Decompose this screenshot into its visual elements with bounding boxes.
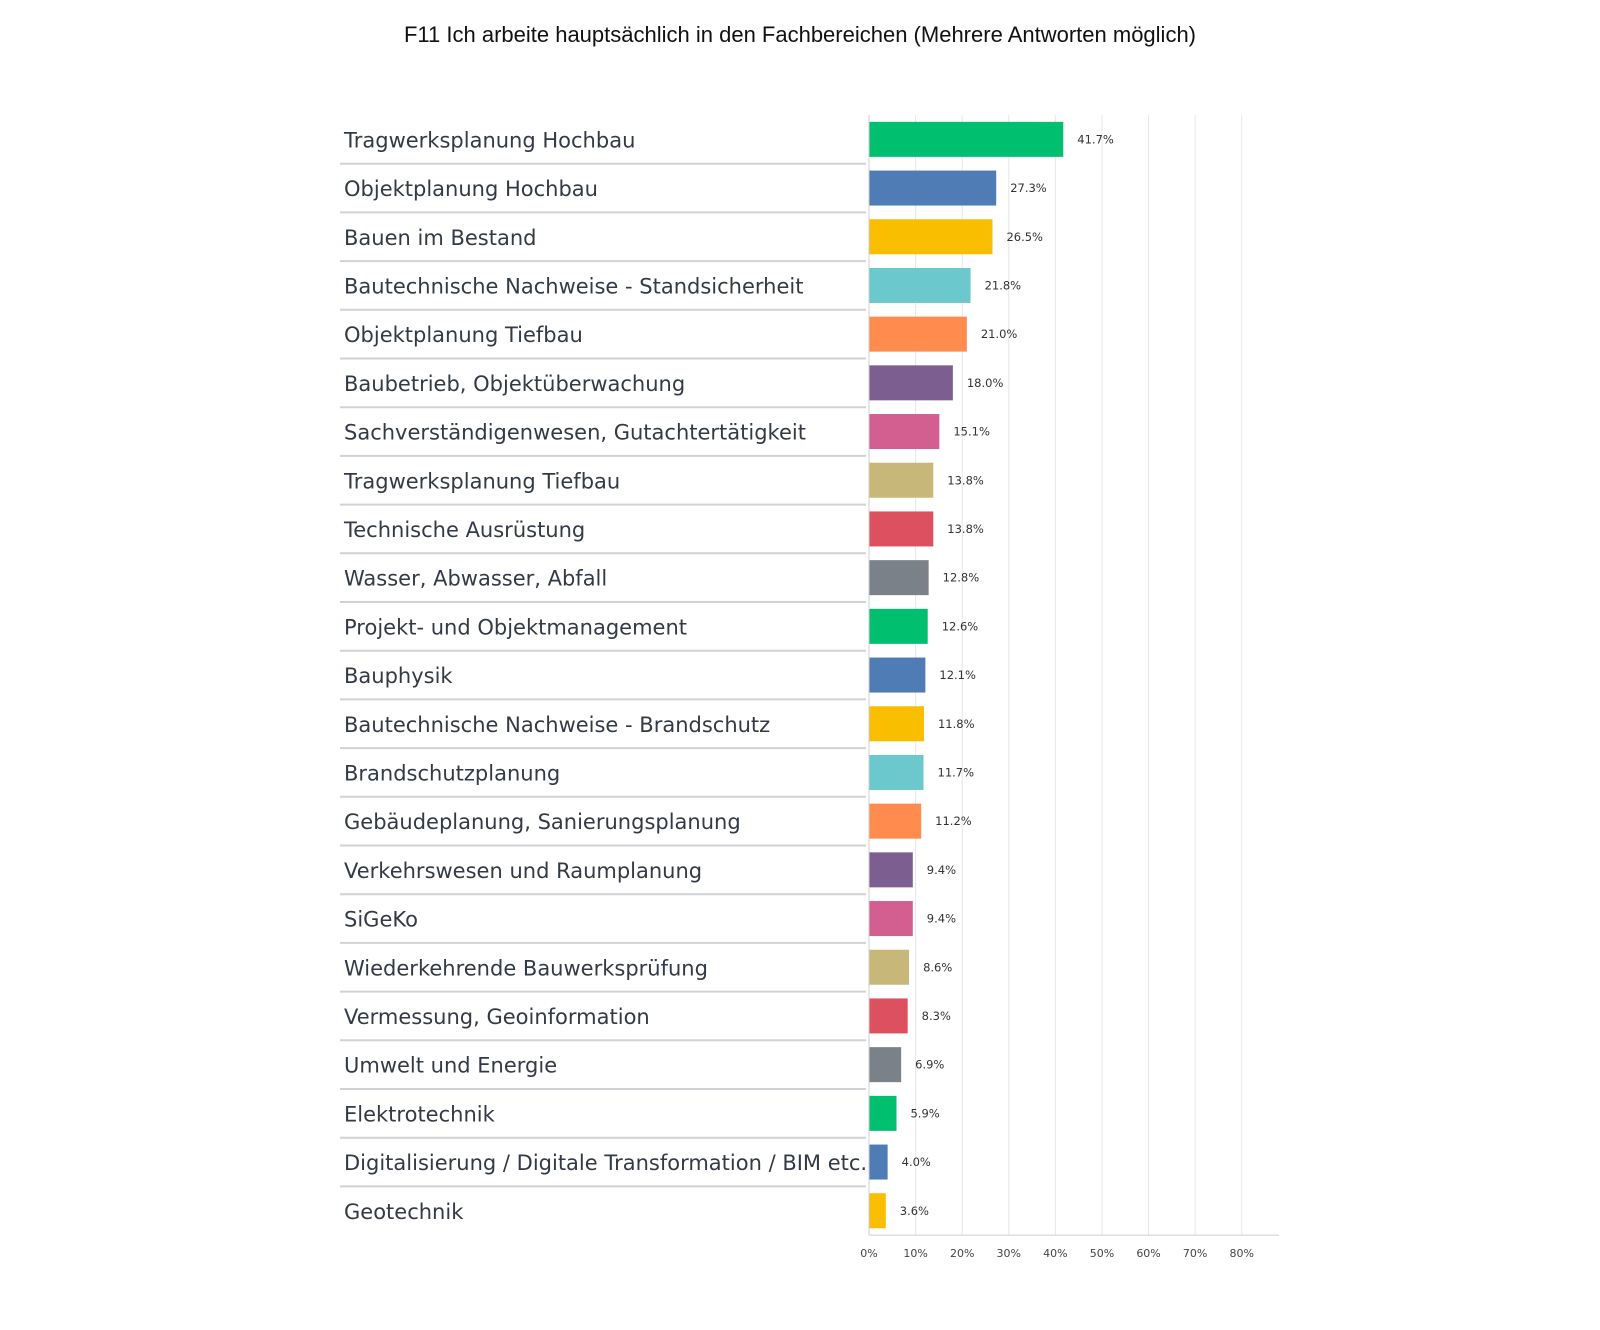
x-tick-label: 80%	[1229, 1247, 1254, 1261]
data-label: 12.8%	[942, 570, 980, 585]
data-label: 4.0%	[901, 1155, 931, 1170]
bar	[869, 950, 909, 985]
data-label: 13.8%	[947, 473, 984, 488]
category-label: Bauen im Bestand	[344, 225, 537, 250]
category-label: Digitalisierung / Digitale Transformation / BIM etc.	[344, 1151, 868, 1176]
category-label: Geotechnik	[344, 1199, 464, 1224]
bar	[869, 1193, 886, 1228]
category-label: Brandschutzplanung	[344, 761, 561, 786]
data-label: 3.6%	[899, 1203, 929, 1218]
category-label: Bautechnische Nachweise - Brandschutz	[344, 712, 771, 737]
bar	[869, 560, 929, 595]
category-label: Wasser, Abwasser, Abfall	[344, 566, 608, 591]
data-label: 18.0%	[966, 375, 1004, 390]
data-label: 21.8%	[984, 278, 1022, 293]
bar	[869, 365, 953, 400]
x-tick-label: 60%	[1136, 1247, 1161, 1261]
x-tick-label: 30%	[996, 1247, 1021, 1261]
category-rows	[340, 128, 867, 1223]
chart-title: F11 Ich arbeite hauptsächlich in den Fachbereichen (Mehrere Antworten möglich)	[403, 22, 1197, 47]
bar	[869, 1145, 888, 1180]
bar	[869, 804, 921, 839]
category-label: Bautechnische Nachweise - Standsicherheit	[344, 274, 804, 299]
bar	[869, 706, 924, 741]
category-label: Objektplanung Tiefbau	[344, 323, 583, 348]
category-label: Baubetrieb, Objektüberwachung	[344, 371, 686, 396]
bar	[869, 852, 913, 887]
x-tick-label: 0%	[860, 1247, 878, 1261]
category-label: Tragwerksplanung Hochbau	[344, 128, 636, 153]
category-label: Technische Ausrüstung	[344, 517, 586, 542]
bar	[869, 414, 939, 449]
category-label: Gebäudeplanung, Sanierungsplanung	[344, 810, 741, 835]
data-label: 15.1%	[953, 424, 990, 439]
data-label: 21.0%	[980, 327, 1018, 342]
data-label: 26.5%	[1006, 229, 1044, 244]
category-label: SiGeKo	[344, 907, 418, 932]
bar	[869, 171, 996, 206]
bar	[869, 1047, 901, 1082]
bar	[869, 609, 928, 644]
bar	[869, 901, 913, 936]
data-label: 11.2%	[935, 814, 972, 829]
category-label: Vermessung, Geoinformation	[344, 1004, 650, 1029]
x-tick-label: 50%	[1089, 1247, 1115, 1261]
x-tick-label: 70%	[1182, 1247, 1208, 1261]
category-label: Verkehrswesen und Raumplanung	[344, 858, 703, 883]
data-label: 12.6%	[941, 619, 979, 634]
data-label: 41.7%	[1077, 132, 1114, 147]
data-label: 8.3%	[921, 1008, 951, 1023]
data-label: 9.4%	[926, 862, 957, 877]
category-label: Wiederkehrende Bauwerksprüfung	[344, 956, 708, 981]
data-label: 11.8%	[937, 716, 975, 731]
category-label: Projekt- und Objektmanagement	[344, 615, 688, 640]
data-label: 8.6%	[923, 960, 953, 975]
bar	[869, 755, 924, 790]
data-label: 12.1%	[939, 668, 976, 683]
category-label: Sachverständigenwesen, Gutachtertätigkeit	[344, 420, 806, 445]
data-label: 6.9%	[915, 1057, 945, 1072]
category-label: Bauphysik	[344, 664, 453, 689]
category-label: Umwelt und Energie	[344, 1053, 558, 1078]
bar	[869, 317, 967, 352]
category-label: Objektplanung Hochbau	[344, 177, 598, 202]
data-label: 5.9%	[910, 1106, 940, 1121]
category-label: Tragwerksplanung Tiefbau	[344, 469, 621, 494]
bar	[869, 998, 908, 1033]
bar	[869, 268, 971, 303]
bar	[869, 122, 1063, 157]
x-tick-label: 40%	[1043, 1247, 1068, 1261]
data-label: 13.8%	[947, 521, 984, 536]
category-label: Elektrotechnik	[344, 1102, 495, 1127]
bar	[869, 463, 933, 498]
bar	[869, 658, 925, 693]
x-tick-label: 20%	[949, 1247, 975, 1261]
data-label: 27.3%	[1010, 181, 1047, 196]
bar	[869, 219, 992, 254]
bar	[869, 1096, 896, 1131]
bar	[869, 511, 933, 546]
data-label: 11.7%	[937, 765, 975, 780]
data-label: 9.4%	[926, 911, 957, 926]
x-tick-label: 10%	[903, 1247, 928, 1261]
bars	[869, 122, 1114, 1228]
